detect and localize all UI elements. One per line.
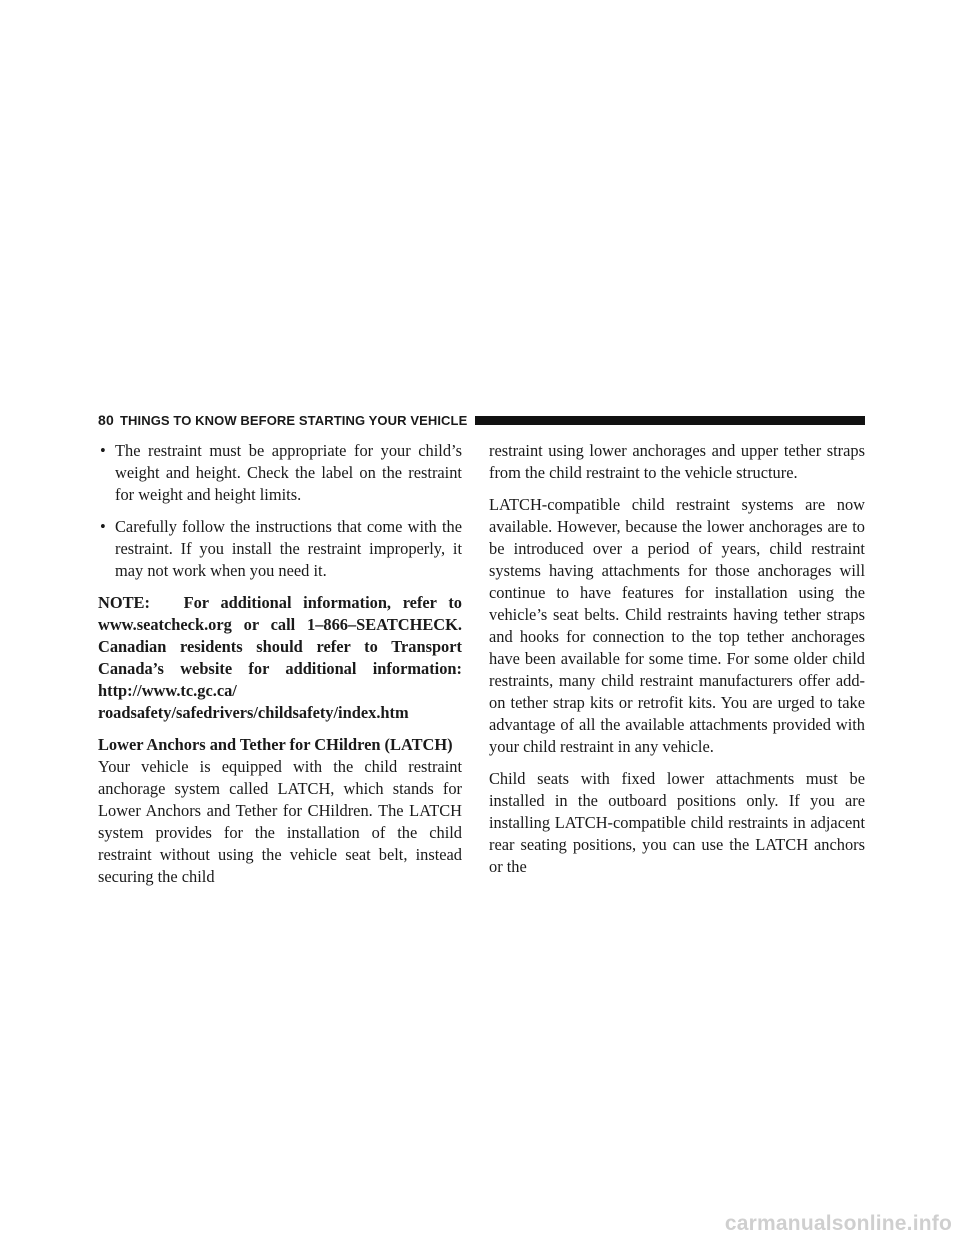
latch-compatible-paragraph: LATCH-compatible child restraint systems are now available. However, because the lower anchorages are to be introduced over a period of years, child restraint systems having attachments for those anchorages will continue to have features for installation using the vehicle’s seat belts. Child restraints having tether straps and hooks for connection to the top tether anchorages have been available for some time. For some older child restraints, many child restraint manufacturers offer add-on tether strap kits or retrofit kits. You are urged to take advantage of all the available attachments provided with your child restraint in any vehicle. [489,495,865,756]
page-number: 80 [98,412,114,428]
right-column [489,440,865,888]
header-rule [475,416,865,425]
note-block [98,592,462,724]
bullet-dot-icon: • [100,441,106,460]
bullet-item-weight [98,440,462,506]
note-text: For additional information, refer to www.seatcheck.org or call 1–866–SEATCHECK. Canadian residents should refer to Transport Canada’s website for additional information: [98,593,462,678]
site-watermark: carmanualsonline.info [724,1212,952,1235]
left-column [98,440,462,898]
fixed-lower-attachments-paragraph: Child seats with fixed lower attachments must be installed in the outboard positions only. If you are installing LATCH-compatible child restraints in adjacent rear seating positions, you can use the LATCH anchors or the [489,769,865,876]
bullet-text: Carefully follow the instructions that come with the restraint. If you install the restraint improperly, it may not work when you need it. [115,517,462,580]
continuation-paragraph: restraint using lower anchorages and upper tether straps from the child restraint to the vehicle structure. [489,441,865,482]
bullet-text: The restraint must be appropriate for your child’s weight and height. Check the label on the restraint for weight and height limits. [115,441,462,504]
note-label: NOTE: [98,593,150,612]
bullet-item-instructions [98,516,462,582]
bullet-dot-icon: • [100,517,106,536]
note-url-part-1[interactable]: http://www.tc.gc.ca/ [98,681,237,700]
page-header [98,413,865,427]
note-url-part-2[interactable]: roadsafety/safedrivers/childsafety/index.htm [98,703,409,722]
section-heading-latch: Lower Anchors and Tether for CHildren (LATCH) [98,735,453,754]
latch-intro-paragraph: Your vehicle is equipped with the child restraint anchorage system called LATCH, which stands for Lower Anchors and Tether for CHildren. The LATCH system provides for the installation of the child restraint without using the vehicle seat belt, instead securing the child [98,757,462,886]
section-title: THINGS TO KNOW BEFORE STARTING YOUR VEHICLE [119,412,468,428]
